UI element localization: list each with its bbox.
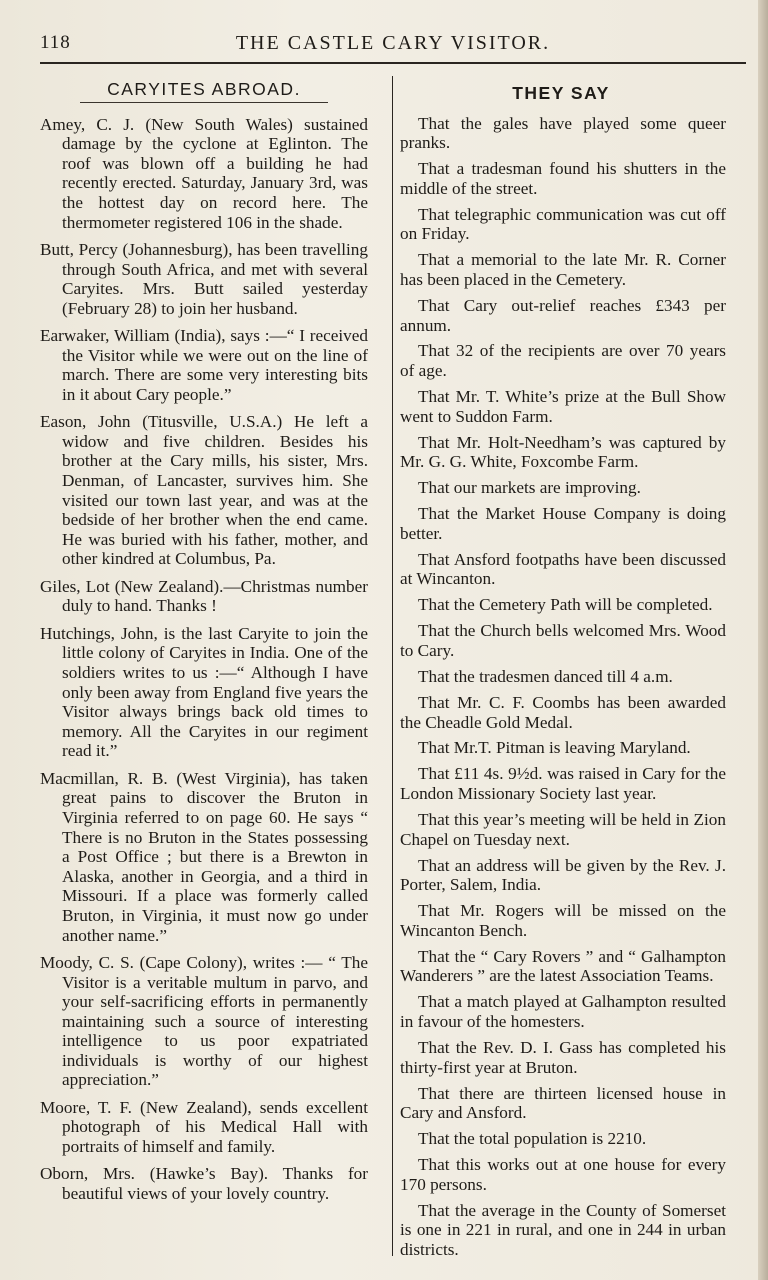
they-say-item: That the Market House Company is doing better. — [400, 504, 726, 543]
column-divider — [392, 76, 393, 1256]
they-say-item: That a memorial to the late Mr. R. Corner has been placed in the Cemetery. — [400, 250, 726, 289]
they-say-item: That there are thirteen licensed house in Cary and Ansford. — [400, 1083, 726, 1123]
running-head — [40, 28, 746, 60]
they-say-item: That the “ Cary Rovers ” and “ Galhampton Wanderers ” are the latest Association Teams. — [400, 946, 726, 986]
news-entry: Eason, John (Titusville, U.S.A.) He left a widow and five children. Besides his brother at the Cary mills, his sister, Mrs. Denman, of Lancaster, survives him. She visited our town last year, and was at the bedside of her brother when the end came. He was buried with his father, mother, and other kindred at Columbus, Pa. — [40, 412, 368, 569]
news-entry: Amey, C. J. (New South Wales) sustained damage by the cyclone at Eglinton. The roof was blown off a building he had recently erected. Saturday, January 3rd, was the hottest day on record here. The thermometer registered 106 in the shade. — [40, 114, 368, 232]
they-say-item: That the average in the County of Somerset is one in 221 in rural, and one in 244 in urban districts. — [400, 1200, 726, 1259]
news-entry: Macmillan, R. B. (West Virginia), has taken great pains to discover the Bruton in Virginia referred to on page 60. He says “ There is no Bruton in the States possessing a Post Office ; but there is a Brewton in Alaska, another in Georgia, and a third in Missouri. If a place was formerly called Bruton, in Virginia, it must now go under another name.” — [40, 768, 368, 945]
news-entry: Moore, T. F. (New Zealand), sends excellent photograph of his Medical Hall with portraits of himself and family. — [40, 1097, 368, 1157]
they-say-item: That our markets are improving. — [418, 478, 641, 498]
they-say-item: That this works out at one house for every 170 persons. — [400, 1155, 726, 1194]
they-say-item: That the Rev. D. I. Gass has completed his thirty-first year at Bruton. — [400, 1037, 726, 1077]
they-say-item: That Mr. Holt-Needham’s was captured by Mr. G. G. White, Foxcombe Farm. — [400, 432, 726, 472]
news-entry: Moody, C. S. (Cape Colony), writes :— “ The Visitor is a veritable multum in parvo, and your self-sacrificing efforts in permanently maintaining such a source of interesting intelligence to us poor expatriated individuals is worthy of our highest appreciation.” — [40, 952, 368, 1090]
they-say-item: That telegraphic communication was cut off on Friday. — [400, 204, 726, 244]
they-say-item: That £11 4s. 9½d. was raised in Cary for the London Missionary Society last year. — [400, 764, 726, 804]
they-say-item: That a tradesman found his shutters in the middle of the street. — [400, 159, 726, 198]
they-say-item: That Mr. C. F. Coombs has been awarded the Cheadle Gold Medal. — [400, 692, 726, 732]
header-rule — [40, 62, 746, 64]
they-say-item: That Mr. T. White’s prize at the Bull Show went to Suddon Farm. — [400, 387, 726, 426]
caryites-abroad-column — [40, 72, 368, 1211]
they-say-item: That Mr.T. Pitman is leaving Maryland. — [418, 738, 691, 758]
news-entry: Giles, Lot (New Zealand).—Christmas number duly to hand. Thanks ! — [40, 576, 368, 616]
they-say-item: That the Cemetery Path will be completed. — [418, 595, 713, 615]
they-say-item: That the total population is 2210. — [418, 1129, 647, 1149]
news-entry: Butt, Percy (Johannesburg), has been travelling through South Africa, and met with several Caryites. Mrs. Butt sailed yesterday (February 28) to join her husband. — [40, 239, 368, 318]
they-say-item: That Mr. Rogers will be missed on the Wincanton Bench. — [400, 901, 726, 940]
they-say-item: That an address will be given by the Rev. J. Porter, Salem, India. — [400, 855, 726, 895]
they-say-item: That a match played at Galhampton resulted in favour of the homesters. — [400, 992, 726, 1031]
they-say-item: That the tradesmen danced till 4 a.m. — [418, 666, 673, 686]
they-say-item: That Cary out-relief reaches £343 per annum. — [400, 295, 726, 335]
they-say-item: That Ansford footpaths have been discussed at Wincanton. — [400, 549, 726, 589]
they-say-item: That the Church bells welcomed Mrs. Wood to Cary. — [400, 621, 726, 660]
caryites-abroad-heading: CARYITES ABROAD. — [80, 80, 328, 103]
they-say-item: That the gales have played some queer pranks. — [400, 113, 726, 153]
they-say-item: That 32 of the recipients are over 70 years of age. — [400, 341, 726, 381]
they-say-heading: THEY SAY — [512, 83, 610, 103]
they-say-column — [396, 72, 726, 1266]
page-edge — [758, 0, 768, 1280]
page-number: 118 — [40, 32, 71, 53]
they-say-item: That this year’s meeting will be held in Zion Chapel on Tuesday next. — [400, 810, 726, 849]
news-entry: Oborn, Mrs. (Hawke’s Bay). Thanks for beautiful views of your lovely country. — [40, 1164, 368, 1204]
journal-title: THE CASTLE CARY VISITOR. — [235, 32, 551, 54]
news-entry: Earwaker, William (India), says :—“ I received the Visitor while we were out on the line of march. There are some very interesting bits in it about Cary people.” — [40, 326, 368, 404]
news-entry: Hutchings, John, is the last Caryite to join the little colony of Caryites in India. One of the soldiers writes to us :—“ Although I have only been away from England five years the Visitor always brings back old times to memory. All the Caryites in our regiment read it.” — [40, 623, 368, 761]
